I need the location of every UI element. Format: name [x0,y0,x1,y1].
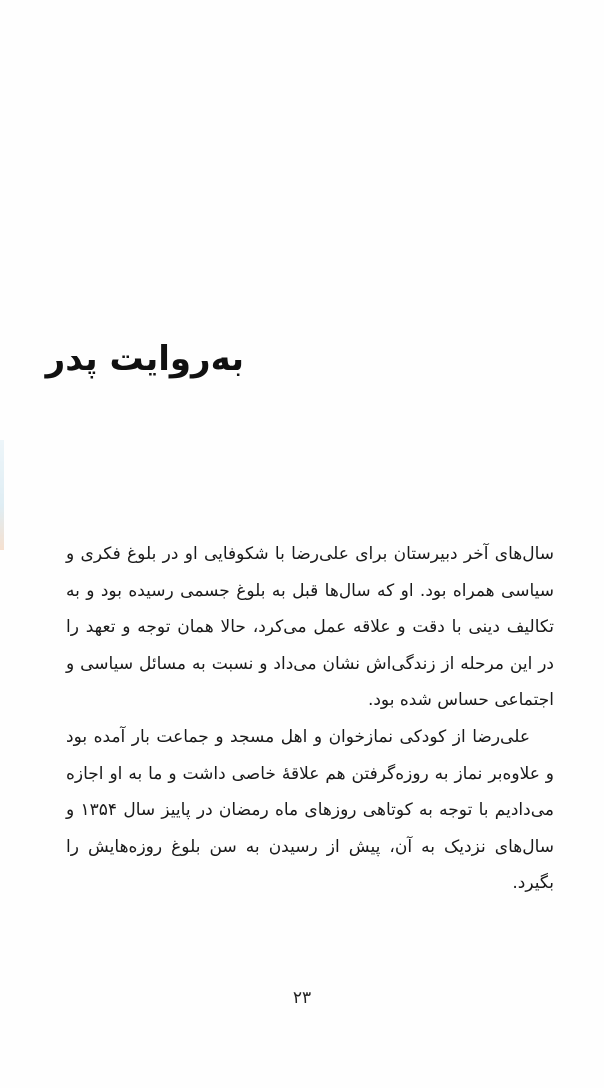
body-text [66,536,554,902]
paragraph-2: علی‌رضا از کودکی نمازخوان و اهل مسجد و جماعت بار آمده بود و علاوه‌بر نماز به روزه‌گرفتن هم علاقهٔ خاصی داشت و ما به او اجازه می‌دادیم با توجه به کوتاهی روزهای ماه رمضان در پاییز سال ۱۳۵۴ و سال‌های نزدیک به آن، پیش از رسیدن به سن بلوغ روزه‌هایش را بگیرد. [66,726,554,894]
page-edge-strip [0,440,4,550]
paragraph-1: سال‌های آخر دبیرستان برای علی‌رضا با شکوفایی او در بلوغ فکری و سیاسی همراه بود. او که سال‌ها قبل به بلوغ جسمی رسیده بود و به تکالیف دینی با دقت و علاقه عمل می‌کرد، حالا همان توجه و تعهد را در این مرحله از زندگی‌اش نشان می‌داد و نسبت به مسائل سیاسی و اجتماعی حساس شده بود. [66,544,554,711]
chapter-title: به‌روایت پدر [45,339,244,379]
page-number: ۲۳ [292,988,312,1008]
